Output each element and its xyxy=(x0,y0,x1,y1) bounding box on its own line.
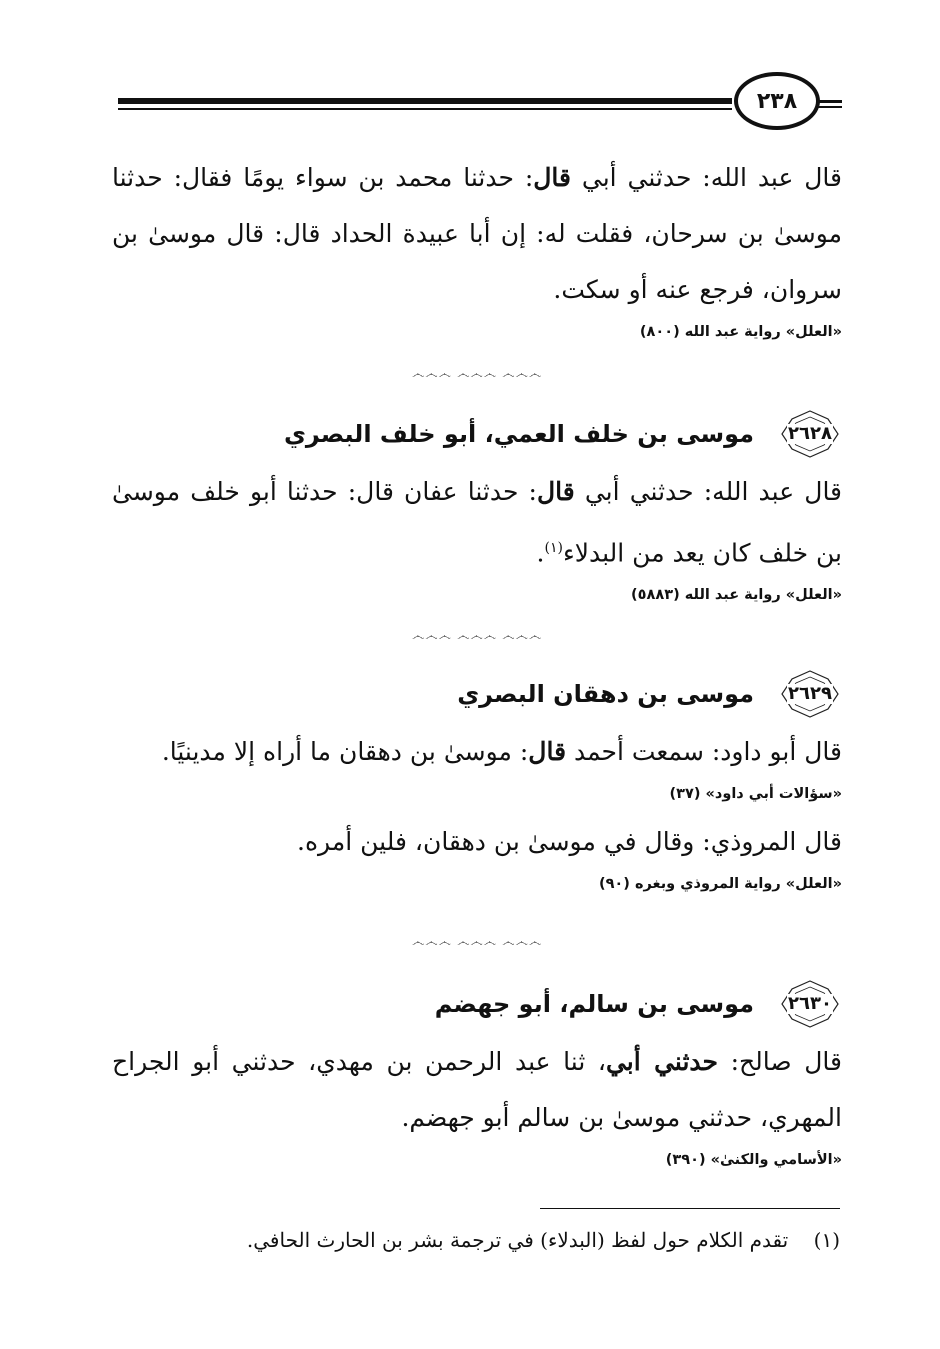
footnote xyxy=(112,1225,840,1255)
entry-heading xyxy=(112,664,842,724)
footnote-text: تقدم الكلام حول لفظ (البدلاء) في ترجمة بشر بن الحارث الحافي. xyxy=(246,1228,789,1252)
section-divider: ෴෴෴ ෴෴෴ ෴෴෴ xyxy=(411,629,543,644)
entry-2628 xyxy=(112,404,842,607)
source-citation: «سؤالات أبي داود» (٣٧) xyxy=(669,786,842,802)
bold-segment: قال xyxy=(533,163,571,192)
bold-segment: قال xyxy=(528,737,567,766)
intro-paragraph xyxy=(112,150,842,318)
entry-number: ٢٦٣٠ xyxy=(788,993,832,1014)
text-segment: قال عبد الله: حدثني أبي xyxy=(574,477,843,506)
entry-paragraph xyxy=(112,464,842,581)
page-header xyxy=(112,72,842,132)
footnote-marker: (١) xyxy=(813,1228,840,1252)
entry-2630 xyxy=(112,974,842,1172)
text-segment: : حدثنا عفان قال: حدثنا أبو خلف موسىٰ بن خلف كان يعد من البدلاء xyxy=(112,477,842,568)
text-segment: : حدثنا محمد بن سواء يومًا فقال: حدثنا موسىٰ بن سرحان، فقلت له: إن أبا عبيدة الحداد قال: قال موسىٰ بن سروان، فرجع عنه أو سكت. xyxy=(112,163,842,304)
entry-heading xyxy=(112,404,842,464)
entry-heading xyxy=(112,974,842,1034)
bold-segment: قال xyxy=(536,477,575,506)
entry-paragraph: قال المروذي: وقال في موسىٰ بن دهقان، فلين أمره. xyxy=(297,827,842,856)
entry-number: ٢٦٢٨ xyxy=(788,423,832,444)
source-citation: «العلل» رواية المروذي وبغره (٩٠) xyxy=(598,876,842,892)
entry-title: موسى بن دهقان البصري xyxy=(457,680,754,708)
entry-number-badge xyxy=(778,669,842,719)
entry-title: موسى بن خلف العمي، أبو خلف البصري xyxy=(283,420,754,448)
header-rule xyxy=(118,98,732,104)
source-citation: «العلل» رواية عبد الله (٨٠٠) xyxy=(639,324,842,340)
text-segment: ، ثنا عبد الرحمن بن مهدي، حدثني أبو الجراح المهري، حدثني موسىٰ بن سالم أبو جهضم. xyxy=(112,1047,842,1132)
entry-number-badge xyxy=(778,979,842,1029)
text-segment: قال عبد الله: حدثني أبي xyxy=(571,163,843,192)
entry-paragraph xyxy=(112,724,842,780)
text-segment: قال صالح: xyxy=(718,1047,842,1076)
header-rule-thin xyxy=(118,108,732,110)
footnote-reference[interactable]: (١) xyxy=(544,540,563,556)
entry-2629 xyxy=(112,664,842,896)
source-citation: «الأسامي والكنىٰ» (٣٩٠) xyxy=(665,1152,842,1168)
footnote-rule xyxy=(540,1208,840,1209)
text-segment: . xyxy=(536,538,545,568)
entry-title: موسى بن سالم، أبو جهضم xyxy=(434,990,754,1018)
bold-segment: حدثني أبي xyxy=(605,1047,718,1076)
page-number: ٢٣٨ xyxy=(756,88,798,114)
section-divider: ෴෴෴ ෴෴෴ ෴෴෴ xyxy=(411,935,543,950)
intro-block xyxy=(112,150,842,344)
entry-number-badge xyxy=(778,409,842,459)
page-number-frame xyxy=(734,72,820,130)
entry-paragraph xyxy=(112,1034,842,1146)
text-segment: قال أبو داود: سمعت أحمد xyxy=(566,737,842,766)
text-segment: : موسىٰ بن دهقان ما أراه إلا مدينيًا. xyxy=(161,737,529,766)
section-divider: ෴෴෴ ෴෴෴ ෴෴෴ xyxy=(411,367,543,382)
source-citation: «العلل» رواية عبد الله (٥٨٨٣) xyxy=(631,587,842,604)
entry-number: ٢٦٢٩ xyxy=(788,683,832,704)
